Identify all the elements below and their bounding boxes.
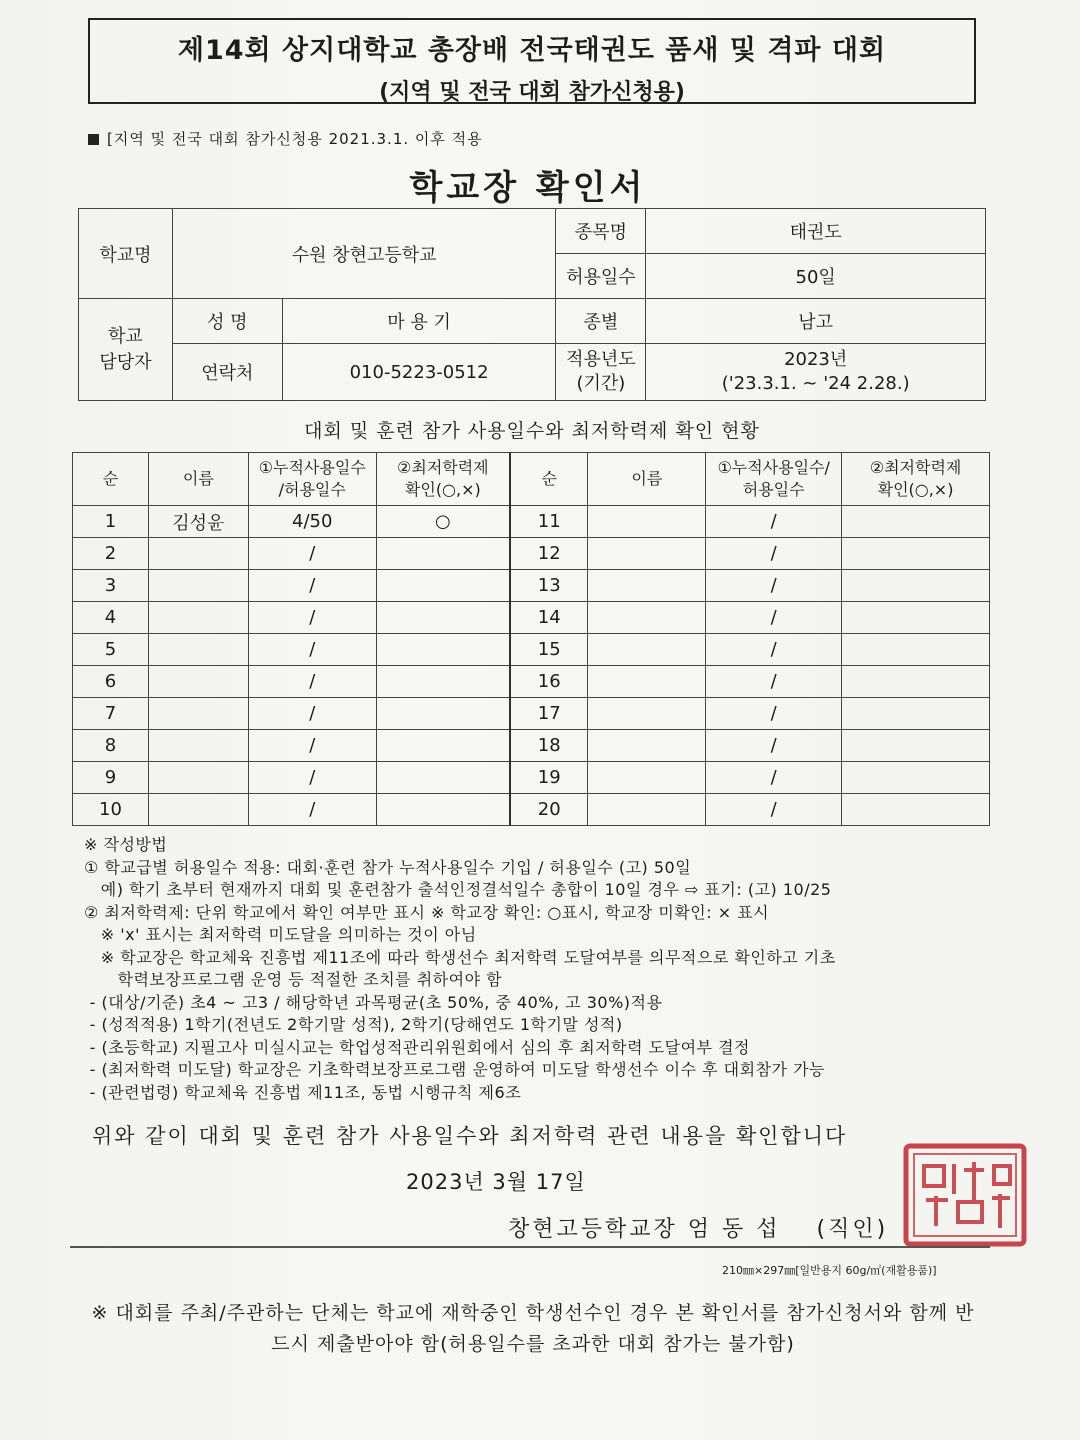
table-row [73, 602, 990, 634]
row-days-left: / [248, 538, 376, 570]
row-check-left [376, 666, 510, 698]
row-days-left: / [248, 602, 376, 634]
instruction-line: ※ 작성방법 [84, 835, 168, 854]
row-check-right [842, 570, 990, 602]
col-header-check-right-line1: ②최저학력제 [869, 458, 962, 477]
school-value: 수원 창현고등학교 [172, 209, 556, 299]
row-days-left: / [248, 634, 376, 666]
col-header-days-right [706, 453, 842, 506]
col-header-days-line2: /허용일수 [278, 480, 346, 499]
col-header-name-left: 이름 [148, 453, 248, 506]
row-name-right [588, 666, 706, 698]
row-name-right [588, 762, 706, 794]
instruction-line: - (최저학력 미도달) 학교장은 기초학력보장프로그램 운영하여 미도달 학생선수 이수 후 대회참가 가능 [84, 1060, 825, 1079]
instruction-line: - (관련법령) 학교체육 진흥법 제11조, 동법 시행규칙 제6조 [84, 1082, 522, 1102]
table-row [73, 506, 990, 538]
row-name-right [588, 506, 706, 538]
row-check-left [376, 570, 510, 602]
row-no-right: 16 [510, 666, 588, 698]
row-name-right [588, 538, 706, 570]
row-name-left [148, 666, 248, 698]
col-header-days-line1: ①누적사용일수 [258, 458, 366, 477]
instruction-line: - (대상/기준) 초4 ~ 고3 / 해당학년 과목평균(초 50%, 중 40%, 고 30%)적용 [84, 992, 663, 1012]
year-period-cell [646, 344, 986, 401]
allowed-days-label: 허용일수 [556, 254, 646, 299]
row-days-left: / [248, 698, 376, 730]
col-header-check-line2: 확인(○,×) [404, 480, 481, 499]
row-check-right [842, 698, 990, 730]
name-value: 마 용 기 [282, 299, 556, 344]
seal-label: (직인) [816, 1217, 889, 1242]
table-row [73, 762, 990, 794]
school-info-table [78, 208, 986, 401]
row-days-right: / [706, 538, 842, 570]
table-header-row [73, 453, 990, 506]
instruction-line: ※ 'x' 표시는 최저학력 미도달을 의미하는 것이 아님 [84, 925, 477, 944]
row-check-left [376, 762, 510, 794]
row-no-left: 4 [73, 602, 149, 634]
row-no-left: 1 [73, 506, 149, 538]
category-label: 종별 [556, 299, 646, 344]
row-check-right [842, 762, 990, 794]
col-header-check-right-line2: 확인(○,×) [877, 480, 954, 499]
row-name-left [148, 538, 248, 570]
row-check-left [376, 634, 510, 666]
col-header-no-right: 순 [510, 453, 588, 506]
row-days-right: / [706, 570, 842, 602]
row-no-right: 12 [510, 538, 588, 570]
row-check-right [842, 730, 990, 762]
row-days-right: / [706, 730, 842, 762]
row-check-left [376, 698, 510, 730]
row-no-right: 19 [510, 762, 588, 794]
row-name-left [148, 698, 248, 730]
row-check-right [842, 634, 990, 666]
instructions [84, 834, 1014, 1104]
row-check-right [842, 506, 990, 538]
table-row [73, 570, 990, 602]
row-no-right: 11 [510, 506, 588, 538]
row-days-left: 4/50 [248, 506, 376, 538]
row-days-right: / [706, 506, 842, 538]
row-no-right: 17 [510, 698, 588, 730]
row-check-left [376, 794, 510, 826]
row-name-right [588, 634, 706, 666]
document-title: 학교장 확인서 [409, 168, 647, 208]
contact-label: 연락처 [172, 344, 282, 401]
row-check-right [842, 794, 990, 826]
row-check-left: ○ [376, 506, 510, 538]
event-subtitle: (지역 및 전국 대회 참가신청용) [379, 80, 685, 105]
row-no-left: 9 [73, 762, 149, 794]
row-no-left: 5 [73, 634, 149, 666]
table-row [73, 698, 990, 730]
usage-table [72, 452, 990, 826]
row-no-left: 7 [73, 698, 149, 730]
row-name-left [148, 570, 248, 602]
row-check-left [376, 730, 510, 762]
year-label: 적용년도 (기간) [556, 344, 646, 401]
form-note [88, 128, 483, 149]
paper-spec: 210㎜×297㎜[일반용지 60g/㎡(재활용품)] [722, 1264, 937, 1277]
divider-line [70, 1246, 990, 1248]
col-header-check-left [376, 453, 510, 506]
allowed-days-value: 50일 [646, 254, 986, 299]
row-no-right: 13 [510, 570, 588, 602]
row-name-left [148, 762, 248, 794]
row-days-right: / [706, 634, 842, 666]
row-name-right [588, 794, 706, 826]
row-no-right: 20 [510, 794, 588, 826]
table-row [73, 538, 990, 570]
instruction-line: ① 학교급별 허용일수 적용: 대회·훈련 참가 누적사용일수 기입 / 허용일수 (고) 50일 [84, 857, 692, 877]
row-no-right: 15 [510, 634, 588, 666]
row-check-right [842, 538, 990, 570]
instruction-line: ② 최저학력제: 단위 학교에서 확인 여부만 표시 ※ 학교장 확인: ○표시, 학교장 미확인: × 표시 [84, 902, 770, 922]
submission-note: ※ 대회를 주최/주관하는 단체는 학교에 재학중인 학생선수인 경우 본 확인서를 참가신청서와 함께 반드시 제출받아야 함(허용일수를 초과한 대회 참가는 불가함) [91, 1302, 975, 1355]
row-days-left: / [248, 762, 376, 794]
table-row [73, 730, 990, 762]
col-header-check-line1: ②최저학력제 [397, 458, 489, 477]
col-header-days-left [248, 453, 376, 506]
row-name-left: 김성윤 [148, 506, 248, 538]
row-name-right [588, 602, 706, 634]
row-days-left: / [248, 666, 376, 698]
row-no-left: 10 [73, 794, 149, 826]
form-note-text: [지역 및 전국 대회 참가신청용 2021.3.1. 이후 적용 [107, 130, 483, 148]
row-check-right [842, 666, 990, 698]
confirm-date: 2023년 3월 17일 [406, 1170, 586, 1194]
instruction-line: 예) 학기 초부터 현재까지 대회 및 훈련참가 출석인정결석일수 총합이 10일 경우 ⇨ 표기: (고) 10/25 [84, 880, 832, 899]
row-check-right [842, 602, 990, 634]
row-name-left [148, 634, 248, 666]
row-no-left: 6 [73, 666, 149, 698]
col-header-days-right-line1: ①누적사용일수/ [717, 458, 830, 477]
row-days-right: / [706, 602, 842, 634]
row-days-left: / [248, 730, 376, 762]
col-header-name-right: 이름 [588, 453, 706, 506]
event-title-box [88, 18, 976, 104]
col-header-check-right [842, 453, 990, 506]
instruction-line: - (성적적용) 1학기(전년도 2학기말 성적), 2학기(당해연도 1학기말 성적) [84, 1015, 623, 1034]
signer-name: 창현고등학교장 엄 동 섭 [508, 1217, 781, 1242]
col-header-no-left: 순 [73, 453, 149, 506]
row-name-left [148, 602, 248, 634]
signature-line [508, 1212, 888, 1243]
row-name-right [588, 698, 706, 730]
table-row [73, 666, 990, 698]
table-row [73, 794, 990, 826]
row-no-right: 14 [510, 602, 588, 634]
row-name-left [148, 730, 248, 762]
row-days-right: / [706, 666, 842, 698]
event-value: 태권도 [646, 209, 986, 254]
row-no-left: 2 [73, 538, 149, 570]
section-title: 대회 및 훈련 참가 사용일수와 최저학력제 확인 현황 [304, 420, 760, 442]
school-seal-stamp [900, 1140, 1030, 1250]
event-title: 제14회 상지대학교 총장배 전국태권도 품새 및 격파 대회 [177, 35, 887, 66]
row-name-right [588, 570, 706, 602]
row-no-left: 3 [73, 570, 149, 602]
instruction-line: - (초등학교) 지필고사 미실시교는 학업성적관리위원회에서 심의 후 최저학력 도달여부 결정 [84, 1037, 750, 1057]
confirm-statement: 위와 같이 대회 및 훈련 참가 사용일수와 최저학력 관련 내용을 확인합니다 [92, 1124, 848, 1148]
square-bullet-icon [88, 134, 99, 145]
row-days-right: / [706, 762, 842, 794]
school-label: 학교명 [79, 209, 173, 299]
row-check-left [376, 538, 510, 570]
name-label: 성 명 [172, 299, 282, 344]
row-name-right [588, 730, 706, 762]
col-header-days-right-line2: 허용일수 [742, 480, 805, 499]
period-value: ('23.3.1. ~ '24 2.28.) [721, 373, 910, 394]
instruction-line: ※ 학교장은 학교체육 진흥법 제11조에 따라 학생선수 최저학력 도달여부를 의무적으로 확인하고 기초 [84, 947, 836, 967]
contact-value: 010-5223-0512 [282, 344, 556, 401]
event-label: 종목명 [556, 209, 646, 254]
manager-label: 학교 담당자 [79, 299, 173, 401]
row-name-left [148, 794, 248, 826]
table-row [73, 634, 990, 666]
row-no-left: 8 [73, 730, 149, 762]
instruction-line: 학력보장프로그램 운영 등 적절한 조치를 취하여야 함 [84, 970, 503, 989]
row-days-right: / [706, 698, 842, 730]
row-days-left: / [248, 570, 376, 602]
year-value: 2023년 [784, 349, 848, 370]
row-check-left [376, 602, 510, 634]
category-value: 남고 [646, 299, 986, 344]
row-days-right: / [706, 794, 842, 826]
row-no-right: 18 [510, 730, 588, 762]
row-days-left: / [248, 794, 376, 826]
